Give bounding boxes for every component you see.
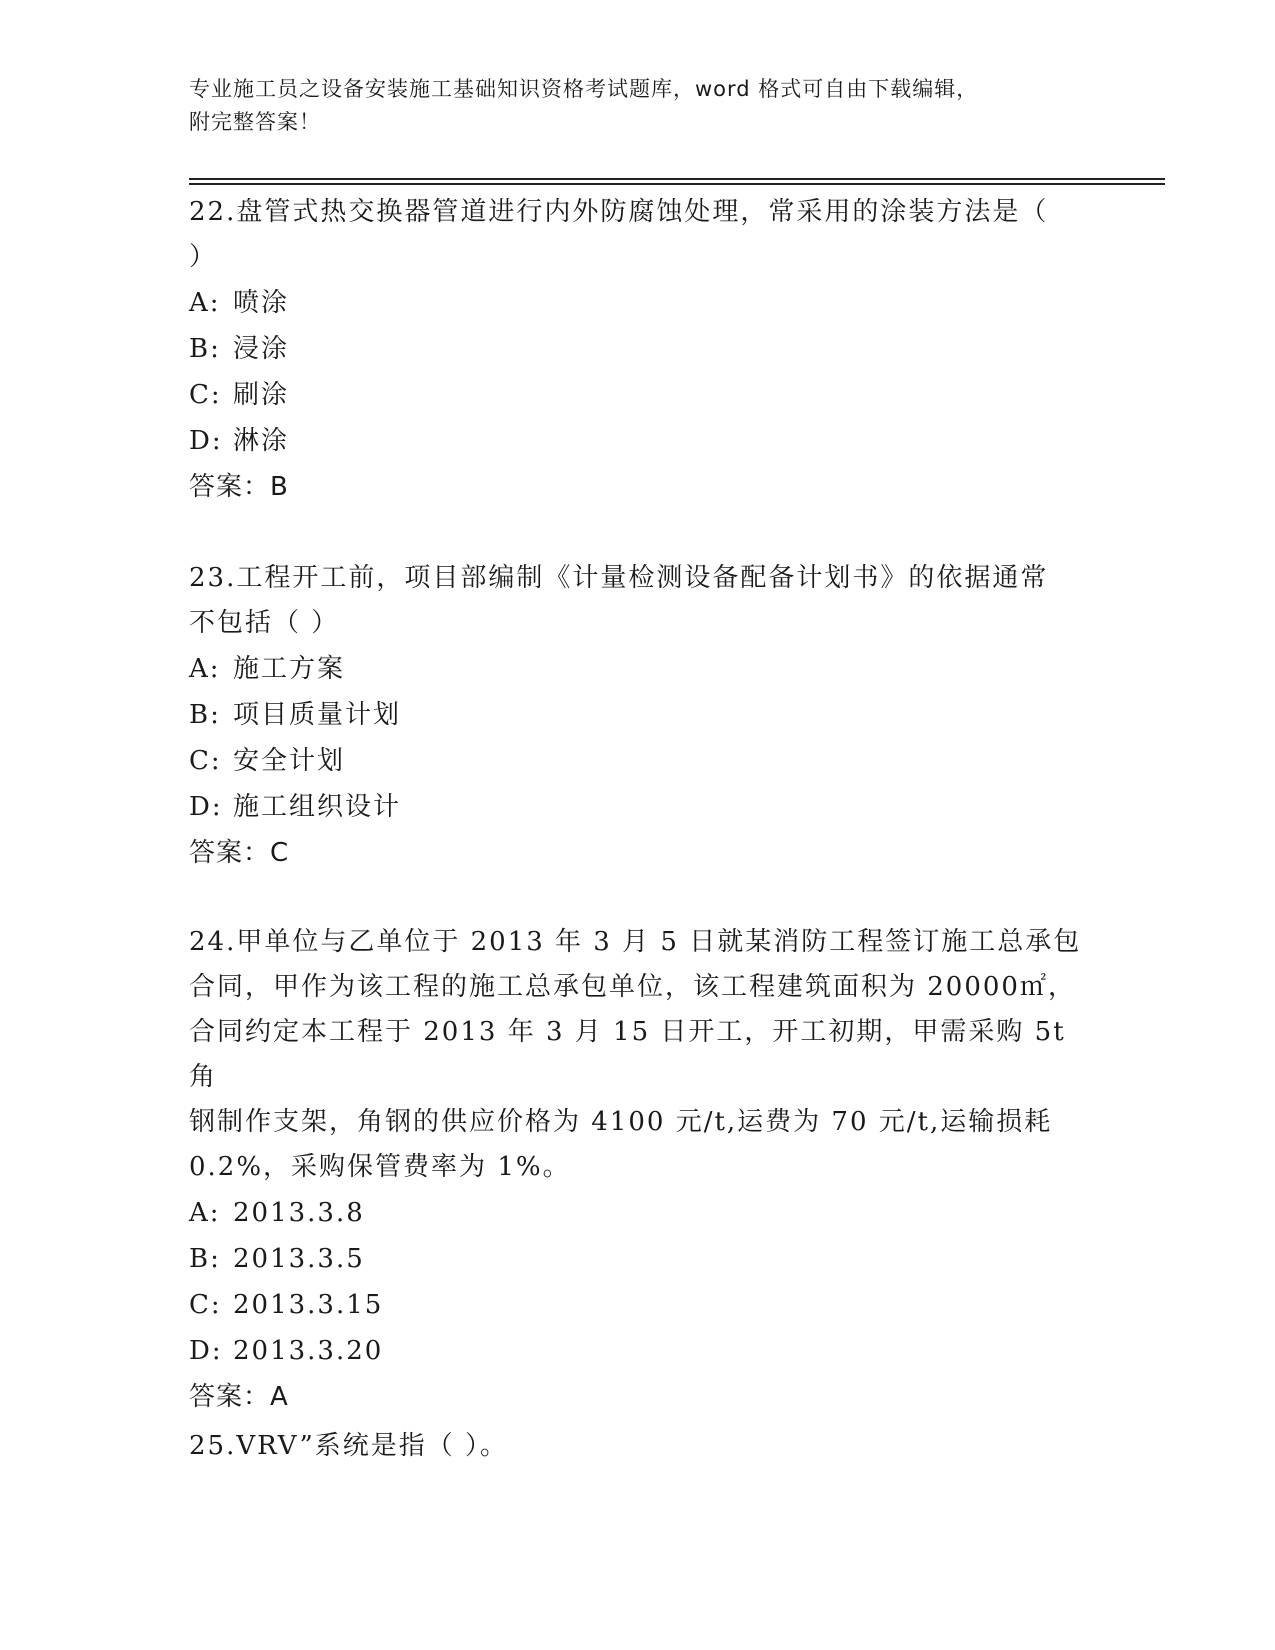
question-text-line: 23.工程开工前，项目部编制《计量检测设备配备计划书》的依据通常 [189,563,1049,593]
question-text-line: 25.VRV”系统是指（ ）。 [189,1431,509,1461]
option-key: D: [189,1336,223,1366]
option-a [189,1190,1089,1236]
option-text: 2013.3.8 [233,1198,365,1228]
option-d [189,784,1089,830]
option-text: 喷涂 [233,288,290,318]
option-text: 2013.3.15 [233,1290,384,1320]
document-header [189,73,1069,139]
question-22 [189,190,1089,510]
answer-line: 答案：A [189,1382,289,1412]
option-b [189,692,1089,738]
header-line-1: 专业施工员之设备安装施工基础知识资格考试题库，word 格式可自由下载编辑， [189,77,979,101]
option-text: 施工方案 [233,654,346,684]
option-b [189,326,1089,372]
option-key: C: [189,1290,222,1320]
option-key: C: [189,380,222,410]
option-c [189,372,1089,418]
option-b [189,1236,1089,1282]
option-d [189,418,1089,464]
question-text-line: ） [189,242,218,272]
option-key: C: [189,746,222,776]
header-divider-bottom [189,183,1165,185]
option-key: D: [189,792,223,822]
option-key: A: [189,288,221,318]
answer-line: 答案：C [189,838,290,868]
option-c [189,738,1089,784]
question-text-line: 不包括（ ） [189,608,340,638]
option-d [189,1328,1089,1374]
option-key: B: [189,334,221,364]
option-key: B: [189,1244,221,1274]
option-text: 2013.3.5 [233,1244,365,1274]
option-key: A: [189,1198,221,1228]
question-text-line: 合同约定本工程于 2013 年 3 月 15 日开工，开工初期，甲需采购 5t 角 [189,1017,1066,1092]
option-text: 安全计划 [233,746,346,776]
option-text: 项目质量计划 [233,700,402,730]
option-key: A: [189,654,221,684]
answer-line: 答案：B [189,472,289,502]
option-text: 淋涂 [233,426,290,456]
option-a [189,280,1089,326]
option-key: D: [189,426,223,456]
option-c [189,1282,1089,1328]
header-divider-top [189,178,1165,180]
question-text-line: 24.甲单位与乙单位于 2013 年 3 月 5 日就某消防工程签订施工总承包 [189,927,1082,957]
option-key: B: [189,700,221,730]
option-a [189,646,1089,692]
option-text: 2013.3.20 [233,1336,384,1366]
question-25 [189,1424,1089,1469]
question-text-line: 0.2%，采购保管费率为 1%。 [189,1152,571,1182]
header-line-2: 附完整答案！ [189,110,321,134]
option-text: 刷涂 [233,380,290,410]
question-text-line: 22.盘管式热交换器管道进行内外防腐蚀处理，常采用的涂装方法是（ [189,197,1049,227]
option-text: 施工组织设计 [233,792,402,822]
question-text-line: 钢制作支架，角钢的供应价格为 4100 元/t,运费为 70 元/t,运输损耗 [189,1107,1053,1137]
question-24 [189,920,1089,1420]
option-text: 浸涂 [233,334,290,364]
question-text-line: 合同，甲作为该工程的施工总承包单位，该工程建筑面积为 20000㎡， [189,972,1076,1002]
question-23 [189,556,1089,876]
